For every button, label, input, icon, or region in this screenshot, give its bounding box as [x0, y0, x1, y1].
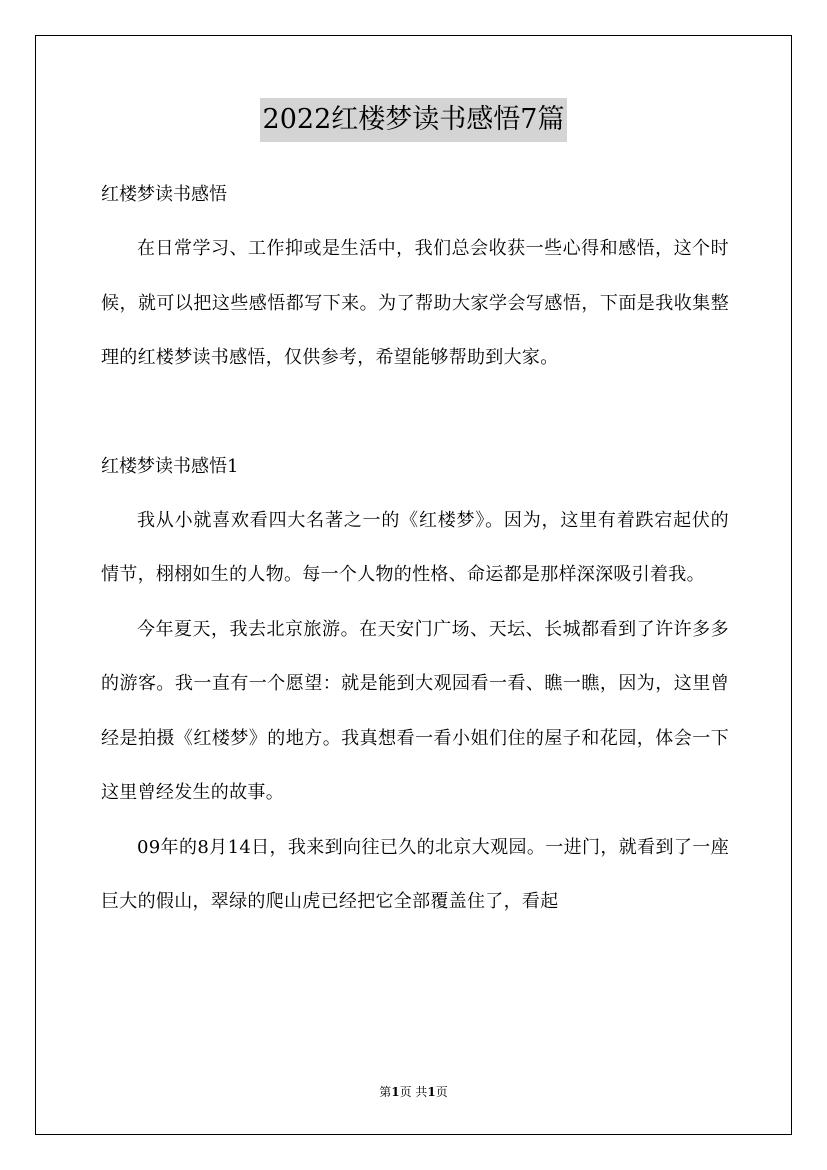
- section-heading: 红楼梦读书感悟: [101, 184, 227, 205]
- footer-suffix: 页: [435, 1085, 448, 1099]
- footer-page-number: 1: [391, 1085, 400, 1099]
- footer-total-pages: 1: [427, 1085, 436, 1099]
- body-paragraph: 09年的8月14日，我来到向往已久的北京大观园。一进门，就看到了一座巨大的假山，翠绿的爬山虎已经把它全部覆盖住了，看起: [101, 836, 729, 912]
- title-container: [0, 98, 827, 142]
- document-title: 2022红楼梦读书感悟7篇: [260, 98, 568, 142]
- document-body: [101, 168, 729, 930]
- footer-prefix: 第: [379, 1085, 392, 1099]
- page-footer: [0, 1082, 827, 1102]
- body-paragraph: 今年夏天，我去北京旅游。在天安门广场、天坛、长城都看到了许许多多的游客。我一直有一个愿望：就是能到大观园看一看、瞧一瞧，因为，这里曾经是拍摄《红楼梦》的地方。我真想看一看小姐们住的屋子和花园，体会一下这里曾经发生的故事。: [101, 618, 729, 803]
- body-paragraph: 我从小就喜欢看四大名著之一的《红楼梦》。因为，这里有着跌宕起伏的情节，栩栩如生的人物。每一个人物的性格、命运都是那样深深吸引着我。: [101, 509, 729, 585]
- footer-mid: 页 共: [399, 1085, 428, 1099]
- intro-paragraph: 在日常学习、工作抑或是生活中，我们总会收获一些心得和感悟，这个时候，就可以把这些感悟都写下来。为了帮助大家学会写感悟，下面是我收集整理的红楼梦读书感悟，仅供参考，希望能够帮助到大家。: [101, 238, 729, 368]
- section-1-heading: 红楼梦读书感悟1: [101, 455, 239, 477]
